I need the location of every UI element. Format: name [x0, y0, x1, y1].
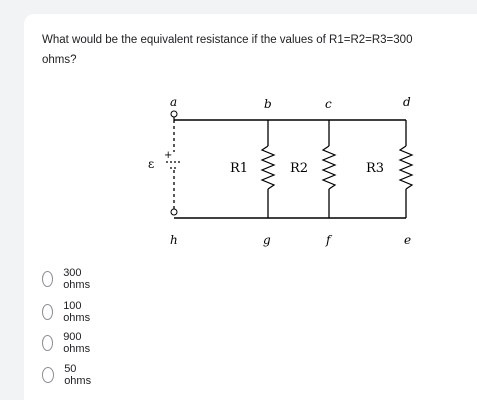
resistor-label-r3: R3 — [366, 161, 385, 176]
node-label-g: g — [263, 233, 271, 247]
option-100-ohms[interactable] — [42, 300, 95, 324]
circuit-diagram — [140, 92, 430, 252]
resistor-r1 — [262, 120, 274, 218]
radio-button[interactable] — [42, 367, 54, 383]
option-label: 300 ohms — [63, 267, 91, 291]
question-line-1: What would be the equivalent resistance if the values of R1=R2=R3=300 — [42, 34, 413, 46]
radio-button[interactable] — [42, 304, 53, 320]
option-50-ohms[interactable] — [42, 363, 95, 387]
resistor-r2 — [323, 120, 335, 218]
option-900-ohms[interactable] — [42, 331, 95, 355]
resistor-label-r1: R1 — [230, 161, 249, 176]
node-label-f: f — [326, 233, 331, 247]
node-label-a: a — [170, 95, 178, 109]
radio-button[interactable] — [42, 335, 53, 351]
radio-button[interactable] — [42, 271, 53, 287]
option-label: 100 ohms — [63, 300, 91, 324]
node-label-e: e — [404, 233, 412, 247]
node-label-d: d — [403, 95, 411, 109]
option-label: 900 ohms — [63, 331, 91, 355]
node-label-h: h — [170, 233, 178, 247]
option-label: 50 ohms — [64, 363, 92, 387]
question-text — [42, 30, 472, 70]
option-300-ohms[interactable] — [42, 267, 95, 291]
source-plus-sign: + — [164, 150, 173, 161]
resistor-label-r2: R2 — [290, 161, 309, 176]
emf-label: ε — [148, 157, 155, 171]
node-label-b: b — [264, 97, 272, 111]
question-line-2: ohms? — [42, 54, 77, 66]
node-label-c: c — [325, 97, 332, 111]
resistor-r3 — [400, 120, 412, 218]
